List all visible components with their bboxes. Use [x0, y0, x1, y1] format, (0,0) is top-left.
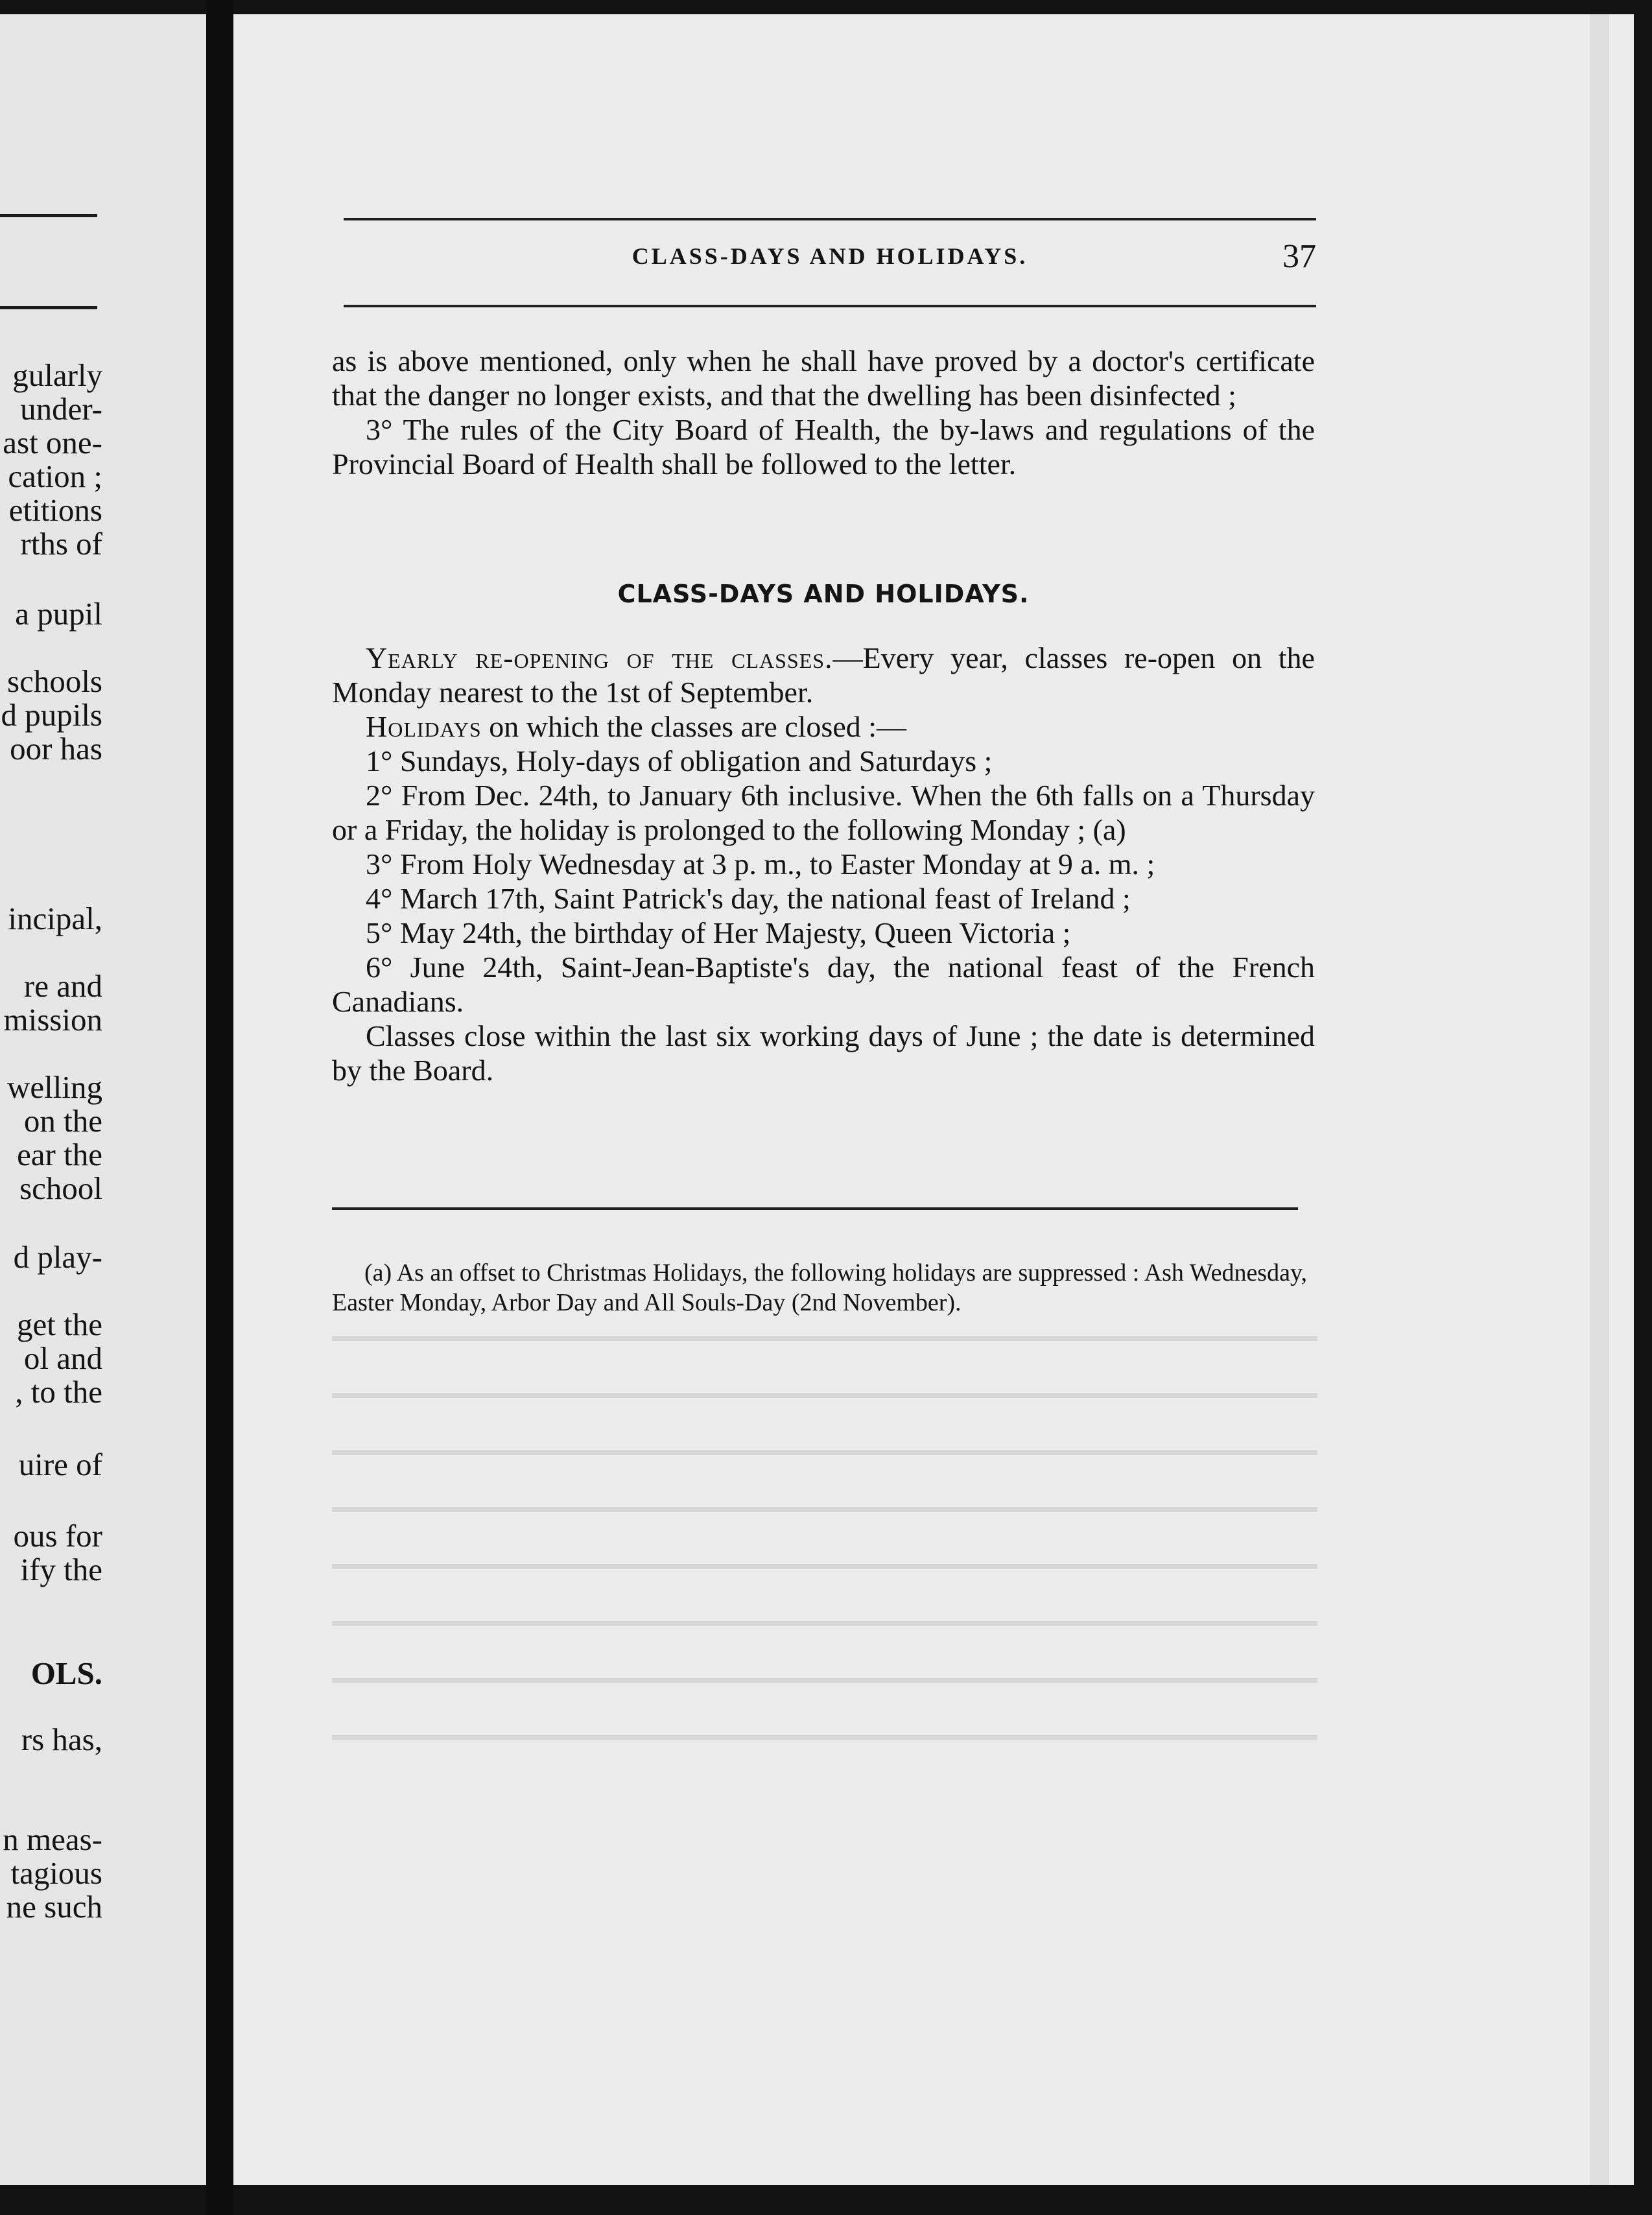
- left-text-fragment: mission: [3, 1002, 102, 1037]
- show-through-bleed: [332, 1336, 1317, 1919]
- holidays-text: on which the classes are closed :—: [481, 710, 907, 743]
- left-text-fragment: on the: [23, 1103, 102, 1139]
- page-number: 37: [1282, 238, 1316, 275]
- footnote-rule: [332, 1207, 1298, 1210]
- left-text-fragment: ol and: [23, 1340, 102, 1376]
- book-gutter: [206, 0, 233, 2215]
- holiday-item: 2° From Dec. 24th, to January 6th inclusive. When the 6th falls on a Thursday or a Friday, the holiday is prolonged to the following Monday ; (a): [332, 779, 1315, 846]
- left-text-fragment: tagious: [10, 1855, 102, 1891]
- running-title: CLASS-DAYS AND HOLIDAYS.: [631, 243, 1028, 269]
- header-bottom-rule: [344, 305, 1316, 307]
- reopening-text: —Every year, classes re-open on the Monday nearest to the 1st of September.: [332, 641, 1315, 709]
- left-page-rule: [0, 214, 97, 217]
- left-text-fragment: ify the: [20, 1552, 102, 1587]
- holiday-item: 4° March 17th, Saint Patrick's day, the national feast of Ireland ;: [366, 882, 1131, 915]
- section-heading: CLASS-DAYS AND HOLIDAYS.: [617, 580, 1030, 608]
- footnote-text: (a) As an offset to Christmas Holidays, the following holidays are suppressed : Ash Wednesday, Easter Monday, Arbor Day and All Souls-Day (2nd November).: [332, 1259, 1307, 1316]
- left-facing-page: [0, 14, 206, 2185]
- left-text-fragment: incipal,: [8, 901, 102, 936]
- left-text-fragment: rths of: [20, 526, 102, 562]
- left-text-fragment: ous for: [13, 1518, 102, 1554]
- left-text-fragment: get the: [17, 1307, 102, 1342]
- left-text-fragment: , to the: [15, 1374, 102, 1410]
- left-text-fragment: uire of: [18, 1447, 102, 1482]
- paragraph-rule-3: 3° The rules of the City Board of Health, the by-laws and regulations of the Provincial Board of Health shall be followed to the letter.: [332, 413, 1315, 480]
- left-text-fragment: ear the: [17, 1137, 102, 1172]
- left-text-fragment: oor has: [10, 731, 102, 766]
- reopening-paragraph: [332, 641, 1315, 709]
- left-text-fragment: d pupils: [1, 697, 102, 733]
- left-text-fragment: rs has,: [21, 1722, 102, 1757]
- left-text-fragment: ast one-: [3, 425, 102, 460]
- left-text-fragment: school: [19, 1170, 102, 1206]
- holiday-item: 3° From Holy Wednesday at 3 p. m., to Easter Monday at 9 a. m. ;: [366, 847, 1155, 881]
- holidays-intro: [332, 709, 1315, 744]
- page-edge: [1590, 14, 1609, 2185]
- left-text-fragment: cation ;: [8, 458, 102, 494]
- left-text-fragment: n meas-: [3, 1821, 102, 1857]
- closing-paragraph: Classes close within the last six working days of June ; the date is determined by the Board.: [332, 1019, 1315, 1087]
- left-text-fragment: welling: [7, 1069, 102, 1105]
- reopening-label: Yearly re-opening of the classes.: [366, 641, 833, 674]
- left-text-fragment: OLS.: [30, 1655, 102, 1691]
- header-top-rule: [344, 218, 1316, 220]
- footnote: [332, 1258, 1307, 1318]
- left-text-fragment: a pupil: [15, 596, 102, 632]
- section-body: [332, 641, 1315, 1087]
- left-text-fragment: re and: [23, 968, 102, 1004]
- left-text-fragment: under-: [20, 391, 102, 427]
- holiday-item: 6° June 24th, Saint-Jean-Baptiste's day, the national feast of the French Canadians.: [332, 951, 1315, 1018]
- holidays-label: Holidays: [366, 710, 482, 743]
- left-text-fragment: etitions: [8, 492, 102, 528]
- left-text-fragment: gularly: [12, 357, 102, 393]
- holiday-item: 1° Sundays, Holy-days of obligation and Saturdays ;: [366, 744, 993, 777]
- paragraph-continued: as is above mentioned, only when he shall have proved by a doctor's certificate that the danger no longer exists, and that the dwelling has been disinfected ;: [332, 344, 1315, 412]
- left-page-rule: [0, 306, 97, 309]
- holiday-item: 5° May 24th, the birthday of Her Majesty, Queen Victoria ;: [366, 916, 1071, 949]
- left-text-fragment: schools: [7, 663, 102, 699]
- intro-text: [332, 344, 1315, 481]
- left-text-fragment: ne such: [6, 1889, 102, 1925]
- left-text-fragment: d play-: [13, 1239, 102, 1275]
